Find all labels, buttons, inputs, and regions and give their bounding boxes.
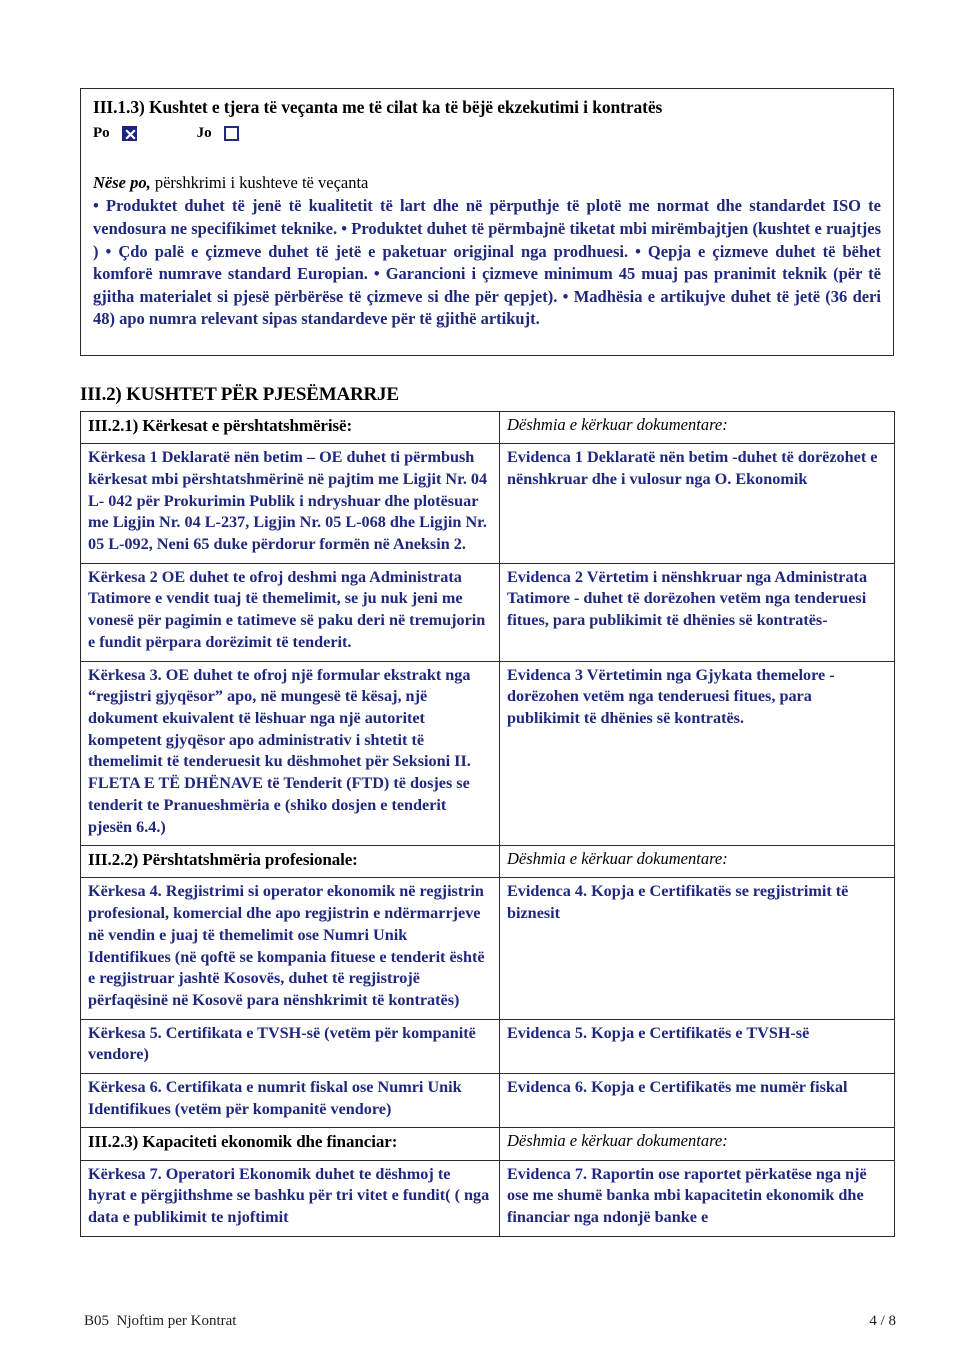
yes-label: Po [93,124,110,141]
requirement-cell-3 [81,661,500,846]
participation-requirements-table [80,411,895,1237]
special-conditions-box [80,88,894,356]
table-row [81,1160,895,1236]
table-row [81,661,895,846]
yes-no-checkbox-row [93,125,881,142]
evidence-text: Evidenca 5. Kopja e Certifikatës e TVSH-së [507,1023,810,1042]
evidence-cell-2 [500,563,895,661]
checkbox-yes-checked[interactable] [122,126,137,141]
section-III-1-3-title: III.1.3) Kushtet e tjera të veçanta me të cilat ka të bëjë ekzekutimi i kontratës [93,97,663,117]
conditions-prompt [93,172,881,193]
evidence-text: Evidenca 4. Kopja e Certifikatës se regjistrimit të biznesit [507,882,849,923]
evidence-cell-4 [500,878,895,1019]
footer-document-label: B05 Njoftim per Kontrat [84,1313,237,1329]
subsection-title: III.2.1) Kërkesat e përshtatshmërisë: [88,416,353,435]
subsection-header-left-2 [81,846,500,878]
requirement-text: Kërkesa 2 OE duhet te ofroj deshmi nga Administrata Tatimore e vendit tuaj të themelimit, se ju nuk jeni me vonesë për pagimin e tatimeve së paku deri në tremujorin e fundit përpara dorëzimit të tenderit. [88,567,486,651]
subsection-header-left-1 [81,412,500,444]
evidence-column-header: Dëshmia e kërkuar dokumentare: [507,1131,728,1151]
requirement-cell-4 [81,878,500,1019]
evidence-cell-6 [500,1074,895,1128]
subsection-title: III.2.2) Përshtatshmëria profesionale: [88,850,358,870]
evidence-cell-5 [500,1019,895,1073]
requirement-text: Kërkesa 5. Certifikata e TVSH-së (vetëm për kompanitë vendore) [88,1023,476,1064]
subsection-title: III.2.3) Kapaciteti ekonomik dhe financiar: [88,1132,398,1152]
requirements-table-body [81,412,895,1237]
page-content [80,88,894,1237]
requirement-cell-6 [81,1074,500,1128]
requirement-text: Kërkesa 1 Deklaratë nën betim – OE duhet ti përmbush kërkesat mbi përshtatshmërinë në pajtim me Ligjit Nr. 04 L- 042 për Prokurimin Publik i ndryshuar dhe plotësuar me Ligjin Nr. 04 L-237, Ligjin Nr. 05 L-068 dhe Ligjin Nr. 05 L-092, Neni 65 duke përdorur formën në Aneksin 2. [88,448,488,554]
section-III-2-heading: III.2) KUSHTET PËR PJESËMARRJE [80,384,399,405]
evidence-text: Evidenca 7. Raportin ose raportet përkatëse nga një ose me shumë banka mbi kapacitetin ekonomik dhe financiar nga ndonjë banke e [507,1164,867,1227]
conditions-description: • Produktet duhet të jenë të kualitetit të lart dhe në përputhje të plotë me normat dhe standardet ISO te vendosura ne specifikimet teknike. • Produktet duhet të përmbajnë tiketat mbi mirëmbajtjen (kushtet e ruajtjes ) • Çdo palë e çizmeve duhet të jetë e paketuar origjinal nga prodhuesi. • Qepja e çizmeve duhet të bëhet komforë numrave standard Europian. • Garancioni i çizmeve minimum 45 muaj pas pranimit teknik (për të gjitha materialet si pjesë përbërëse të çizmeve si dhe për qepjet). • Madhësia e artikujve duhet të jetë (36 deri 48) apo numra relevant sipas standardeve për të gjithë artikujt. [93,196,881,329]
table-row [81,563,895,661]
evidence-text: Evidenca 1 Deklaratë nën betim -duhet të dorëzohet e nënshkruar dhe i vulosur nga O. Ekonomik [507,448,878,488]
evidence-text: Evidenca 3 Vërtetimin nga Gjykata themelore - dorëzohen vetëm nga tenderuesi fitues, para publikimit të dhënies së kontratës. [507,665,835,727]
requirement-cell-1 [81,444,500,564]
requirement-text: Kërkesa 7. Operatori Ekonomik duhet te dëshmoj te hyrat e përgjithshme se bashku për tri vitet e fundit( ( nga data e publikimit te njoftimit [88,1164,490,1227]
requirement-cell-7 [81,1160,500,1236]
table-row [81,878,895,1019]
evidence-text: Evidenca 2 Vërtetim i nënshkruar nga Administrata Tatimore - duhet të dorëzohen vetëm nga tenderuesi fitues, para publikimit të dhënies së kontratës- [507,567,868,630]
requirement-cell-5 [81,1019,500,1073]
subsection-header-right-1 [500,412,895,444]
evidence-text: Evidenca 6. Kopja e Certifikatës me numër fiskal [507,1078,848,1097]
table-row [81,412,895,444]
table-row [81,444,895,564]
conditions-prompt-emphasis: Nëse po, [93,172,151,192]
table-row [81,1019,895,1073]
table-row [81,1074,895,1128]
conditions-prompt-rest: përshkrimi i kushteve të veçanta [150,172,369,192]
requirement-text: Kërkesa 4. Regjistrimi si operator ekonomik në regjistrin profesional, komercial dhe apo regjistrin e ndërmarrjeve në vendin e juaj të themelimit ose Numri Unik Identifikues (në qoftë se kompania fituese e tenderit është e regjistruar jashtë Kosovës, duhet të regjistrojë përfaqësinë në Kosovë para nënshkrimit të kontratës) [88,882,485,1009]
requirement-text: Kërkesa 6. Certifikata e numrit fiskal ose Numri Unik Identifikues (vetëm për kompanitë vendore) [88,1078,462,1118]
requirement-text: Kërkesa 3. OE duhet te ofroj një formular ekstrakt nga “regjistri gjyqësor” apo, në mungesë të kësaj, një dokument ekuivalent të lëshuar nga një autoritet kompetent gjyqësor apo administrativ i shtetit të themelimit të tenderuesit ku dëshmohet për Seksioni II. FLETA E TË DHËNAVE të Tenderit (FTD) të dosjes se tenderit te Pranueshmëria e (shiko dosjen e tenderit pjesën 6.4.) [88,665,471,836]
subsection-header-right-3 [500,1128,895,1160]
evidence-column-header: Dëshmia e kërkuar dokumentare: [507,415,728,434]
evidence-cell-7 [500,1160,895,1236]
no-label: Jo [196,124,212,141]
footer-page-number: 4 / 8 [869,1313,896,1329]
subsection-header-right-2 [500,846,895,878]
checkbox-no-unchecked[interactable] [224,126,239,141]
subsection-header-left-3 [81,1128,500,1160]
table-row [81,846,895,878]
requirement-cell-2 [81,563,500,661]
evidence-column-header: Dëshmia e kërkuar dokumentare: [507,849,728,869]
table-row [81,1128,895,1160]
evidence-cell-3 [500,661,895,846]
page-footer [84,1313,896,1330]
evidence-cell-1 [500,444,895,564]
